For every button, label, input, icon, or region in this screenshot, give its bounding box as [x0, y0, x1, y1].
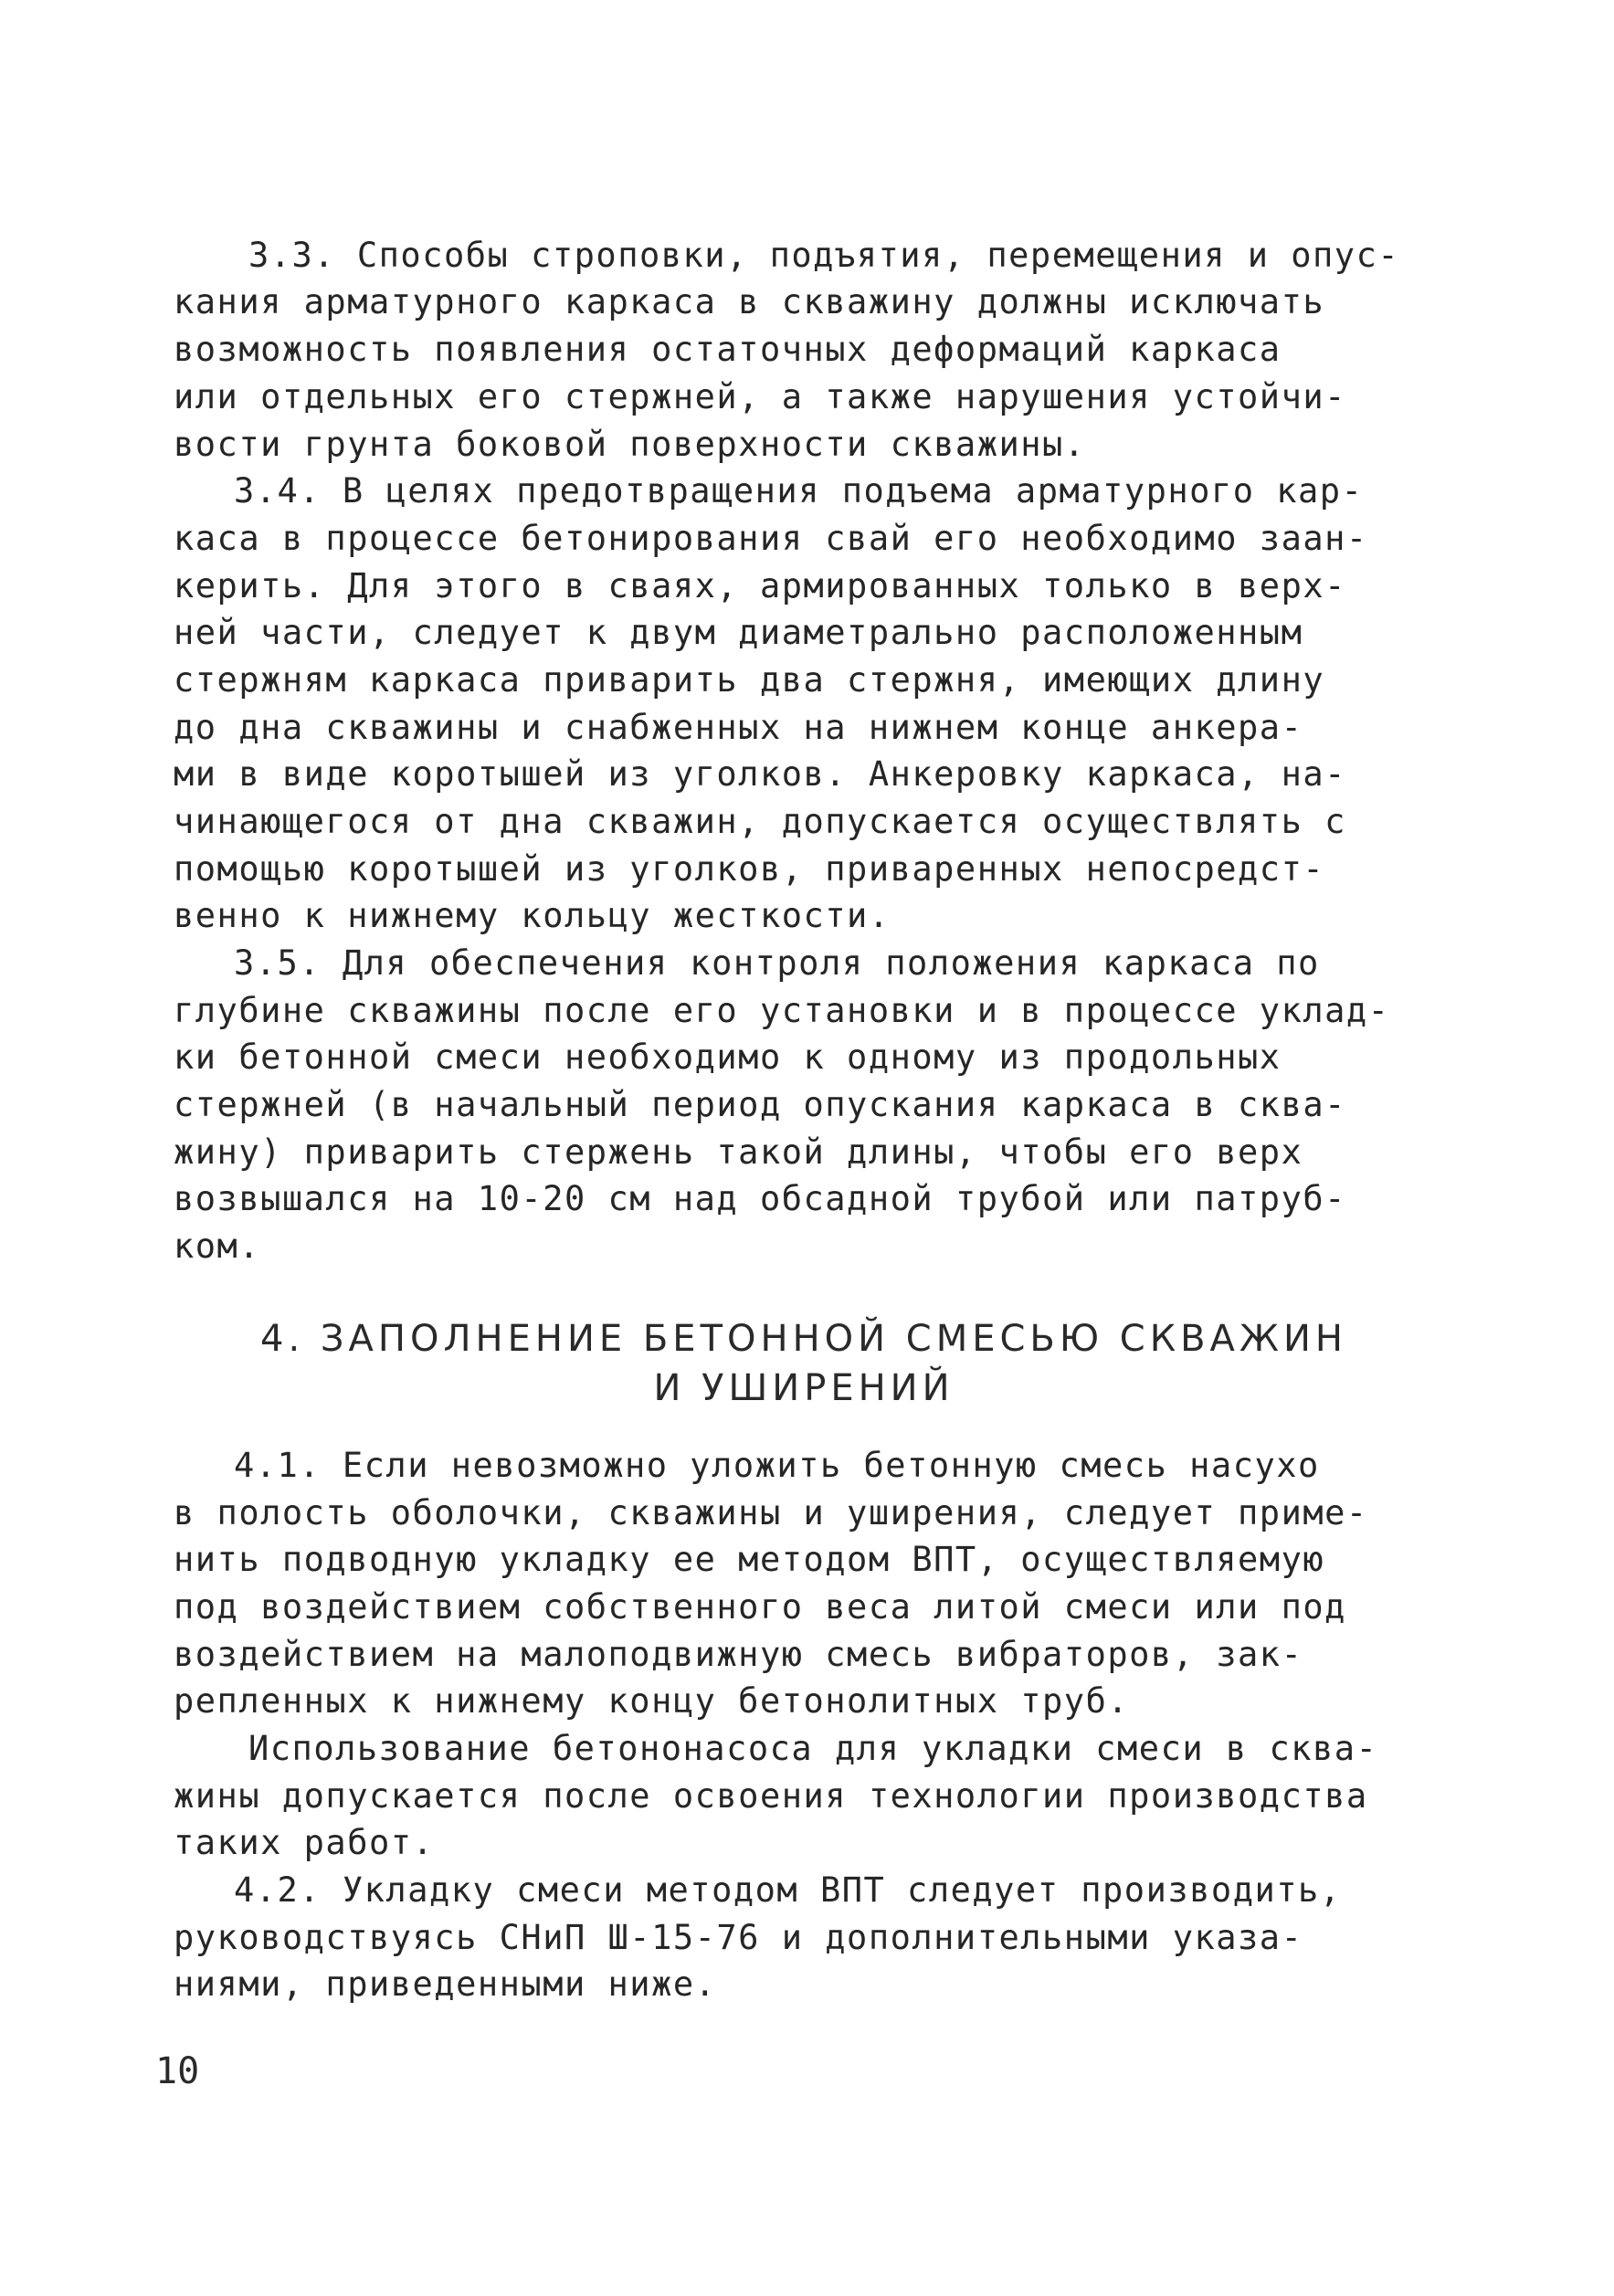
text-line: кания арматурного каркаса в скважину должны исключать — [174, 282, 1325, 321]
text-line: 4.1. Если невозможно уложить бетонную смесь насухо — [234, 1446, 1320, 1485]
text-line: керить. Для этого в сваях, армированных только в верх- — [174, 566, 1346, 606]
text-line: 3.5. Для обеспечения контроля положения каркаса по — [234, 943, 1320, 983]
text-line: ниями, приведенными ниже. — [174, 1964, 717, 2004]
text-line: чинающегося от дна скважин, допускается осуществлять с — [174, 802, 1346, 841]
text-line: каса в процессе бетонирования свай его необходимо заан- — [174, 519, 1368, 558]
text-line: под воздействием собственного веса литой смеси или под — [174, 1587, 1346, 1627]
text-line: глубине скважины после его установки и в процессе уклад- — [174, 991, 1390, 1030]
text-line: таких работ. — [174, 1823, 435, 1862]
text-line: ком. — [174, 1227, 261, 1266]
text-line: в полость оболочки, скважины и уширения, следует приме- — [174, 1493, 1368, 1532]
text-line: ки бетонной смеси необходимо к одному из продольных — [174, 1037, 1282, 1077]
text-line: возможность появления остаточных деформаций каркаса — [174, 330, 1282, 369]
text-line: жины допускается после освоения технологии производства — [174, 1776, 1368, 1816]
text-line: или отдельных его стержней, а также нарушения устойчи- — [174, 377, 1346, 416]
text-line: венно к нижнему кольцу жесткости. — [174, 896, 891, 935]
text-line: вости грунта боковой поверхности скважины. — [174, 425, 1086, 464]
text-line: ней части, следует к двум диаметрально расположенным — [174, 613, 1303, 652]
text-line: руководствуясь СНиП Ш-15-76 и дополнительными указа- — [174, 1918, 1303, 1957]
text-line: нить подводную укладку ее методом ВПТ, осуществляемую — [174, 1540, 1325, 1579]
text-line: репленных к нижнему концу бетонолитных труб. — [174, 1681, 1130, 1721]
text-line: Использование бетононасоса для укладки смеси в сква- — [248, 1729, 1378, 1768]
section-heading: 4. ЗАПОЛНЕНИЕ БЕТОННОЙ СМЕСЬЮ СКВАЖИН — [260, 1318, 1347, 1360]
text-line: до дна скважины и снабженных на нижнем конце анкера- — [174, 708, 1303, 747]
text-line: возвышался на 10-20 см над обсадной трубой или патруб- — [174, 1179, 1346, 1218]
section-heading: И УШИРЕНИЙ — [653, 1367, 955, 1409]
text-line: стержней (в начальный период опускания каркаса в сква- — [174, 1085, 1346, 1124]
text-line: помощью коротышей из уголков, приваренных непосредст- — [174, 849, 1325, 889]
text-line: стержням каркаса приварить два стержня, имеющих длину — [174, 660, 1325, 700]
text-line: воздействием на малоподвижную смесь вибраторов, зак- — [174, 1635, 1303, 1674]
text-line: 3.3. Способы строповки, подъятия, перемещения и опус- — [248, 236, 1400, 275]
text-line: 4.2. Укладку смеси методом ВПТ следует производить, — [234, 1870, 1342, 1910]
page-number: 10 — [155, 2050, 200, 2092]
text-line: 3.4. В целях предотвращения подъема арматурного кар- — [234, 471, 1364, 511]
text-line: ми в виде коротышей из уголков. Анкеровку каркаса, на- — [174, 754, 1346, 794]
text-line: жину) приварить стержень такой длины, чтобы его верх — [174, 1132, 1303, 1172]
